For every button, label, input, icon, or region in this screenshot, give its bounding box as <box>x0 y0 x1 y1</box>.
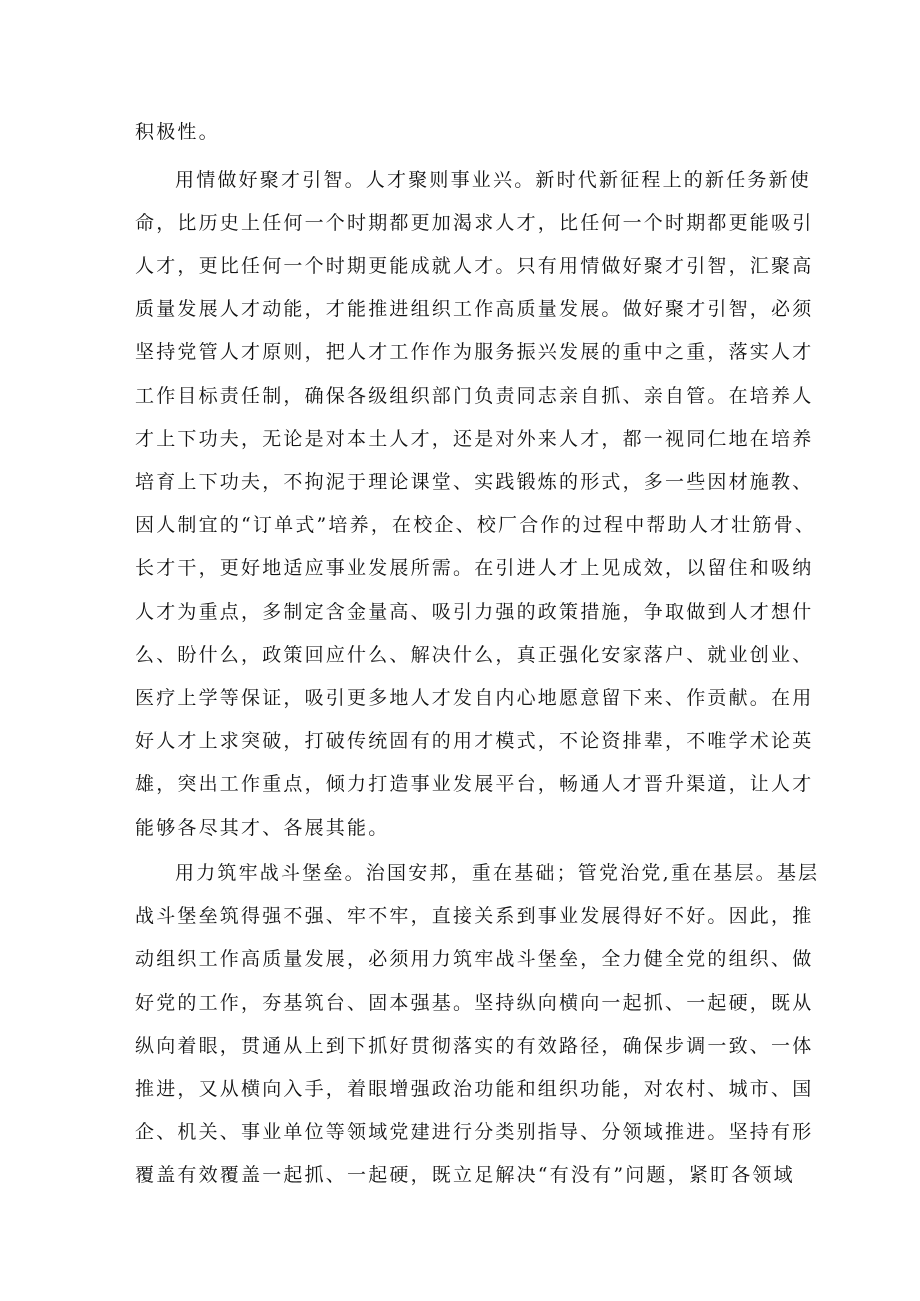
text-line: 培育上下功夫，不拘泥于理论课堂、实践锻炼的形式，多一些因材施教、 <box>135 471 814 493</box>
text-line: 因人制宜的“订单式”培养，在校企、校厂合作的过程中帮助人才壮筋骨、 <box>135 514 817 536</box>
text-line: 覆盖有效覆盖一起抓、一起硬，既立足解决“有没有”问题，紧盯各领域 <box>135 1164 795 1186</box>
text-line: 纵向着眼，贯通从上到下抓好贯彻落实的有效路径，确保步调一致、一体 <box>135 1035 814 1057</box>
text-line: 工作目标责任制，确保各级组织部门负责同志亲自抓、亲自管。在培养人 <box>135 385 814 407</box>
text-line: 推进，又从横向入手，着眼增强政治功能和组织功能，对农村、城市、国 <box>135 1078 814 1100</box>
text-line: 雄，突出工作重点，倾力打造事业发展平台，畅通人才晋升渠道，让人才 <box>135 773 814 795</box>
text-line: 坚持党管人才原则，把人才工作作为服务振兴发展的重中之重，落实人才 <box>135 341 814 363</box>
text-line: 能够各尽其才、各展其能。 <box>135 817 390 839</box>
text-line: 企、机关、事业单位等领域党建进行分类别指导、分领域推进。坚持有形 <box>135 1121 814 1143</box>
text-line: 人才为重点，多制定含金量高、吸引力强的政策措施，争取做到人才想什 <box>135 601 814 623</box>
text-line: 好党的工作，夯基筑台、固本强基。坚持纵向横向一起抓、一起硬，既从 <box>135 992 814 1014</box>
text-line: 好人才上求突破，打破传统固有的用才模式，不论资排辈，不唯学术论英 <box>135 730 814 752</box>
text-line: 医疗上学等保证，吸引更多地人才发自内心地愿意留下来、作贡献。在用 <box>135 687 814 709</box>
text-line: 动组织工作高质量发展，必须用力筑牢战斗堡垒，全力健全党的组织、做 <box>135 948 814 970</box>
text-line: 战斗堡垒筑得强不强、牢不牢，直接关系到事业发展得好不好。因此，推 <box>135 905 814 927</box>
text-line: 命，比历史上任何一个时期都更加渴求人才，比任何一个时期都更能吸引 <box>135 212 814 234</box>
text-line: 长才干，更好地适应事业发展所需。在引进人才上见成效，以留住和吸纳 <box>135 557 814 579</box>
text-line: 才上下功夫，无论是对本土人才，还是对外来人才，都一视同仁地在培养 <box>135 428 814 450</box>
text-line: 积极性。 <box>135 121 220 143</box>
text-line: 么、盼什么，政策回应什么、解决什么，真正强化安家落户、就业创业、 <box>135 644 814 666</box>
text-line: 质量发展人才动能，才能推进组织工作高质量发展。做好聚才引智，必须 <box>135 298 814 320</box>
paragraph-start-line: 用力筑牢战斗堡垒。治国安邦，重在基础；管党治党,重在基层。基层 <box>175 862 820 884</box>
paragraph-start-line: 用情做好聚才引智。人才聚则事业兴。新时代新征程上的新任务新使 <box>175 169 812 191</box>
text-line: 人才，更比任何一个时期更能成就人才。只有用情做好聚才引智，汇聚高 <box>135 255 814 277</box>
